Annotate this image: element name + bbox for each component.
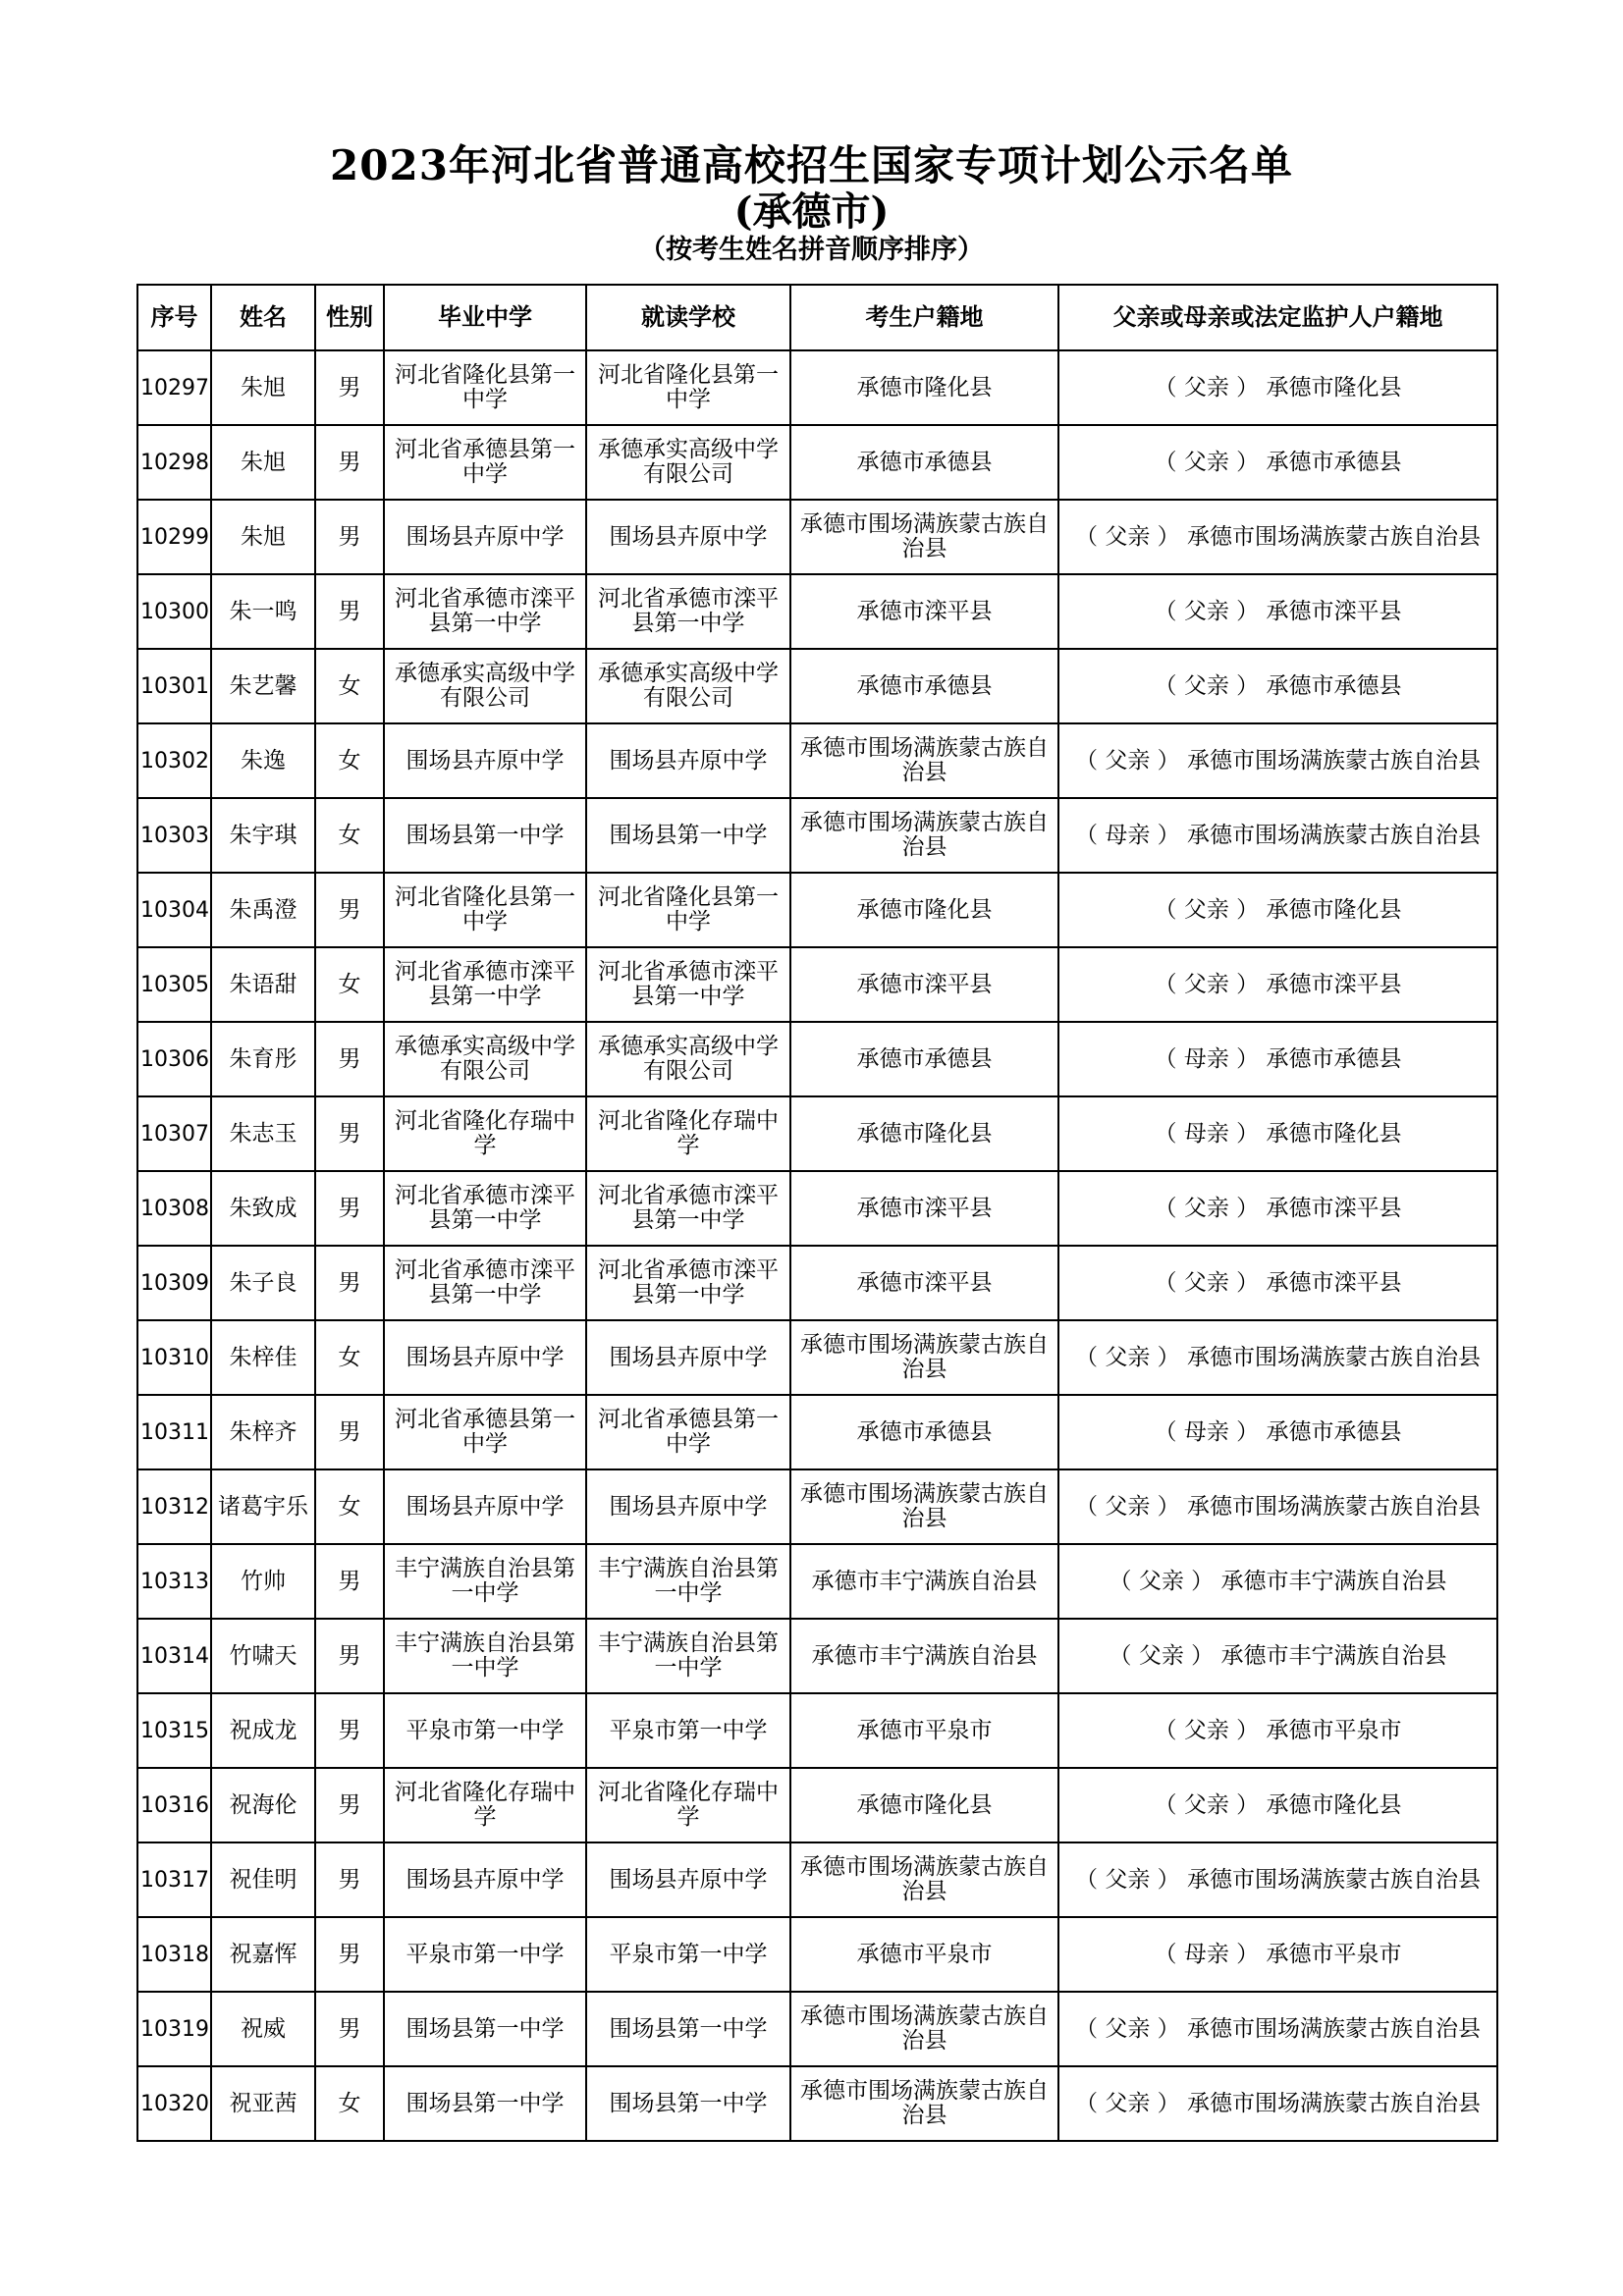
cell-graduation-school: 围场县卉原中学 [384, 723, 586, 798]
cell-gender: 女 [315, 1469, 384, 1544]
header-serial: 序号 [137, 285, 211, 350]
table-row [137, 1544, 1497, 1619]
cell-serial: 10302 [137, 723, 211, 798]
cell-serial: 10316 [137, 1768, 211, 1842]
cell-guardian-registration: （ 母亲 ） 承德市承德县 [1058, 1395, 1497, 1469]
cell-current-school: 围场县第一中学 [586, 2066, 790, 2141]
table-row [137, 947, 1497, 1022]
cell-name: 竹帅 [211, 1544, 315, 1619]
candidate-table [136, 284, 1498, 2142]
cell-graduation-school: 河北省承德县第一中学 [384, 425, 586, 500]
cell-name: 朱艺馨 [211, 649, 315, 723]
cell-guardian-registration: （ 父亲 ） 承德市围场满族蒙古族自治县 [1058, 1992, 1497, 2066]
cell-serial: 10309 [137, 1246, 211, 1320]
cell-serial: 10313 [137, 1544, 211, 1619]
cell-name: 朱梓齐 [211, 1395, 315, 1469]
cell-guardian-registration: （ 父亲 ） 承德市承德县 [1058, 649, 1497, 723]
cell-name: 祝威 [211, 1992, 315, 2066]
cell-current-school: 围场县第一中学 [586, 1992, 790, 2066]
cell-name: 朱逸 [211, 723, 315, 798]
table-row [137, 1469, 1497, 1544]
cell-name: 朱语甜 [211, 947, 315, 1022]
cell-serial: 10318 [137, 1917, 211, 1992]
cell-household-registration: 承德市平泉市 [790, 1693, 1058, 1768]
table-row [137, 1619, 1497, 1693]
cell-graduation-school: 围场县卉原中学 [384, 500, 586, 574]
cell-guardian-registration: （ 父亲 ） 承德市隆化县 [1058, 350, 1497, 425]
cell-current-school: 承德承实高级中学有限公司 [586, 425, 790, 500]
cell-guardian-registration: （ 母亲 ） 承德市平泉市 [1058, 1917, 1497, 1992]
table-row [137, 798, 1497, 873]
cell-graduation-school: 河北省隆化存瑞中学 [384, 1768, 586, 1842]
cell-gender: 男 [315, 1992, 384, 2066]
cell-graduation-school: 河北省隆化县第一中学 [384, 873, 586, 947]
cell-guardian-registration: （ 父亲 ） 承德市丰宁满族自治县 [1058, 1544, 1497, 1619]
sort-note: （按考生姓名拼音顺序排序） [639, 235, 984, 265]
cell-current-school: 河北省承德市滦平县第一中学 [586, 947, 790, 1022]
cell-household-registration: 承德市隆化县 [790, 1096, 1058, 1171]
cell-name: 朱一鸣 [211, 574, 315, 649]
cell-gender: 男 [315, 1693, 384, 1768]
cell-graduation-school: 围场县卉原中学 [384, 1469, 586, 1544]
cell-serial: 10312 [137, 1469, 211, 1544]
cell-graduation-school: 平泉市第一中学 [384, 1917, 586, 1992]
cell-current-school: 河北省隆化存瑞中学 [586, 1096, 790, 1171]
cell-current-school: 围场县第一中学 [586, 798, 790, 873]
table-header-row [137, 285, 1497, 350]
cell-serial: 10319 [137, 1992, 211, 2066]
table-row [137, 1693, 1497, 1768]
cell-serial: 10297 [137, 350, 211, 425]
cell-serial: 10307 [137, 1096, 211, 1171]
cell-gender: 男 [315, 1842, 384, 1917]
cell-guardian-registration: （ 母亲 ） 承德市承德县 [1058, 1022, 1497, 1096]
cell-gender: 男 [315, 500, 384, 574]
cell-graduation-school: 丰宁满族自治县第一中学 [384, 1619, 586, 1693]
cell-current-school: 围场县卉原中学 [586, 1469, 790, 1544]
table-row [137, 425, 1497, 500]
cell-name: 朱志玉 [211, 1096, 315, 1171]
cell-name: 朱子良 [211, 1246, 315, 1320]
cell-gender: 女 [315, 1320, 384, 1395]
cell-serial: 10311 [137, 1395, 211, 1469]
cell-graduation-school: 围场县第一中学 [384, 798, 586, 873]
table-row [137, 1768, 1497, 1842]
table-row [137, 1842, 1497, 1917]
table-row [137, 500, 1497, 574]
table-row [137, 1917, 1497, 1992]
cell-current-school: 围场县卉原中学 [586, 1842, 790, 1917]
cell-gender: 男 [315, 1246, 384, 1320]
cell-serial: 10299 [137, 500, 211, 574]
cell-serial: 10303 [137, 798, 211, 873]
cell-guardian-registration: （ 父亲 ） 承德市围场满族蒙古族自治县 [1058, 1469, 1497, 1544]
cell-current-school: 围场县卉原中学 [586, 723, 790, 798]
table-body [137, 350, 1497, 2141]
cell-gender: 男 [315, 1096, 384, 1171]
header-household-registration: 考生户籍地 [790, 285, 1058, 350]
cell-current-school: 河北省承德市滦平县第一中学 [586, 1171, 790, 1246]
cell-name: 朱旭 [211, 500, 315, 574]
cell-gender: 男 [315, 1395, 384, 1469]
table-row [137, 574, 1497, 649]
header-current-school: 就读学校 [586, 285, 790, 350]
cell-gender: 男 [315, 1619, 384, 1693]
cell-name: 朱禹澄 [211, 873, 315, 947]
cell-serial: 10317 [137, 1842, 211, 1917]
cell-current-school: 河北省承德市滦平县第一中学 [586, 1246, 790, 1320]
cell-serial: 10300 [137, 574, 211, 649]
cell-current-school: 丰宁满族自治县第一中学 [586, 1619, 790, 1693]
cell-guardian-registration: （ 父亲 ） 承德市围场满族蒙古族自治县 [1058, 1320, 1497, 1395]
table-row [137, 1246, 1497, 1320]
cell-household-registration: 承德市围场满族蒙古族自治县 [790, 2066, 1058, 2141]
cell-household-registration: 承德市丰宁满族自治县 [790, 1619, 1058, 1693]
cell-name: 朱梓佳 [211, 1320, 315, 1395]
cell-guardian-registration: （ 父亲 ） 承德市滦平县 [1058, 1246, 1497, 1320]
cell-current-school: 围场县卉原中学 [586, 500, 790, 574]
city-subtitle: (承德市) [733, 188, 890, 235]
table-row [137, 1022, 1497, 1096]
cell-household-registration: 承德市围场满族蒙古族自治县 [790, 1320, 1058, 1395]
cell-name: 朱旭 [211, 350, 315, 425]
cell-serial: 10315 [137, 1693, 211, 1768]
cell-current-school: 承德承实高级中学有限公司 [586, 649, 790, 723]
cell-guardian-registration: （ 父亲 ） 承德市隆化县 [1058, 873, 1497, 947]
cell-gender: 男 [315, 425, 384, 500]
cell-serial: 10305 [137, 947, 211, 1022]
cell-graduation-school: 围场县卉原中学 [384, 1320, 586, 1395]
cell-household-registration: 承德市承德县 [790, 425, 1058, 500]
cell-current-school: 丰宁满族自治县第一中学 [586, 1544, 790, 1619]
cell-household-registration: 承德市滦平县 [790, 1246, 1058, 1320]
table-row [137, 1992, 1497, 2066]
cell-graduation-school: 河北省承德县第一中学 [384, 1395, 586, 1469]
header-graduation-school: 毕业中学 [384, 285, 586, 350]
cell-graduation-school: 河北省承德市滦平县第一中学 [384, 1171, 586, 1246]
cell-gender: 女 [315, 2066, 384, 2141]
cell-name: 祝亚茜 [211, 2066, 315, 2141]
cell-gender: 女 [315, 649, 384, 723]
cell-serial: 10310 [137, 1320, 211, 1395]
cell-household-registration: 承德市丰宁满族自治县 [790, 1544, 1058, 1619]
header-gender: 性别 [315, 285, 384, 350]
cell-guardian-registration: （ 父亲 ） 承德市围场满族蒙古族自治县 [1058, 1842, 1497, 1917]
cell-household-registration: 承德市承德县 [790, 1395, 1058, 1469]
cell-guardian-registration: （ 父亲 ） 承德市隆化县 [1058, 1768, 1497, 1842]
cell-household-registration: 承德市承德县 [790, 649, 1058, 723]
table-row [137, 1395, 1497, 1469]
cell-household-registration: 承德市围场满族蒙古族自治县 [790, 1992, 1058, 2066]
cell-household-registration: 承德市滦平县 [790, 1171, 1058, 1246]
cell-gender: 男 [315, 1171, 384, 1246]
cell-guardian-registration: （ 父亲 ） 承德市围场满族蒙古族自治县 [1058, 2066, 1497, 2141]
cell-household-registration: 承德市平泉市 [790, 1917, 1058, 1992]
cell-household-registration: 承德市围场满族蒙古族自治县 [790, 1469, 1058, 1544]
cell-gender: 男 [315, 350, 384, 425]
cell-guardian-registration: （ 母亲 ） 承德市隆化县 [1058, 1096, 1497, 1171]
cell-name: 朱致成 [211, 1171, 315, 1246]
cell-serial: 10298 [137, 425, 211, 500]
cell-guardian-registration: （ 父亲 ） 承德市滦平县 [1058, 574, 1497, 649]
header-guardian-registration: 父亲或母亲或法定监护人户籍地 [1058, 285, 1497, 350]
cell-gender: 女 [315, 723, 384, 798]
cell-guardian-registration: （ 父亲 ） 承德市围场满族蒙古族自治县 [1058, 723, 1497, 798]
cell-name: 朱宇琪 [211, 798, 315, 873]
cell-name: 朱育彤 [211, 1022, 315, 1096]
table-row [137, 649, 1497, 723]
cell-graduation-school: 围场县第一中学 [384, 1992, 586, 2066]
cell-household-registration: 承德市围场满族蒙古族自治县 [790, 1842, 1058, 1917]
cell-guardian-registration: （ 母亲 ） 承德市围场满族蒙古族自治县 [1058, 798, 1497, 873]
cell-current-school: 平泉市第一中学 [586, 1917, 790, 1992]
cell-current-school: 平泉市第一中学 [586, 1693, 790, 1768]
cell-current-school: 河北省承德市滦平县第一中学 [586, 574, 790, 649]
cell-household-registration: 承德市隆化县 [790, 350, 1058, 425]
cell-serial: 10314 [137, 1619, 211, 1693]
cell-serial: 10308 [137, 1171, 211, 1246]
cell-guardian-registration: （ 父亲 ） 承德市承德县 [1058, 425, 1497, 500]
cell-guardian-registration: （ 父亲 ） 承德市平泉市 [1058, 1693, 1497, 1768]
table-row [137, 1320, 1497, 1395]
cell-name: 祝成龙 [211, 1693, 315, 1768]
cell-name: 竹啸天 [211, 1619, 315, 1693]
cell-graduation-school: 丰宁满族自治县第一中学 [384, 1544, 586, 1619]
cell-graduation-school: 平泉市第一中学 [384, 1693, 586, 1768]
cell-gender: 男 [315, 1917, 384, 1992]
cell-current-school: 河北省隆化县第一中学 [586, 873, 790, 947]
cell-guardian-registration: （ 父亲 ） 承德市滦平县 [1058, 947, 1497, 1022]
cell-current-school: 河北省承德县第一中学 [586, 1395, 790, 1469]
cell-graduation-school: 围场县第一中学 [384, 2066, 586, 2141]
cell-household-registration: 承德市滦平县 [790, 574, 1058, 649]
cell-household-registration: 承德市围场满族蒙古族自治县 [790, 798, 1058, 873]
cell-gender: 男 [315, 1768, 384, 1842]
table-row [137, 873, 1497, 947]
cell-gender: 女 [315, 798, 384, 873]
cell-graduation-school: 河北省隆化存瑞中学 [384, 1096, 586, 1171]
cell-serial: 10301 [137, 649, 211, 723]
cell-gender: 女 [315, 947, 384, 1022]
cell-graduation-school: 围场县卉原中学 [384, 1842, 586, 1917]
cell-current-school: 承德承实高级中学有限公司 [586, 1022, 790, 1096]
cell-household-registration: 承德市承德县 [790, 1022, 1058, 1096]
cell-name: 祝嘉恽 [211, 1917, 315, 1992]
cell-household-registration: 承德市围场满族蒙古族自治县 [790, 500, 1058, 574]
header-name: 姓名 [211, 285, 315, 350]
cell-name: 诸葛宇乐 [211, 1469, 315, 1544]
cell-serial: 10320 [137, 2066, 211, 2141]
table-row [137, 723, 1497, 798]
cell-gender: 男 [315, 1022, 384, 1096]
cell-name: 朱旭 [211, 425, 315, 500]
cell-household-registration: 承德市围场满族蒙古族自治县 [790, 723, 1058, 798]
cell-household-registration: 承德市隆化县 [790, 1768, 1058, 1842]
cell-graduation-school: 承德承实高级中学有限公司 [384, 1022, 586, 1096]
cell-guardian-registration: （ 父亲 ） 承德市围场满族蒙古族自治县 [1058, 500, 1497, 574]
cell-guardian-registration: （ 父亲 ） 承德市滦平县 [1058, 1171, 1497, 1246]
cell-graduation-school: 河北省承德市滦平县第一中学 [384, 1246, 586, 1320]
cell-guardian-registration: （ 父亲 ） 承德市丰宁满族自治县 [1058, 1619, 1497, 1693]
cell-gender: 男 [315, 574, 384, 649]
cell-graduation-school: 河北省承德市滦平县第一中学 [384, 574, 586, 649]
table-row [137, 350, 1497, 425]
cell-graduation-school: 河北省隆化县第一中学 [384, 350, 586, 425]
cell-graduation-school: 河北省承德市滦平县第一中学 [384, 947, 586, 1022]
cell-household-registration: 承德市隆化县 [790, 873, 1058, 947]
cell-serial: 10304 [137, 873, 211, 947]
cell-name: 祝海伦 [211, 1768, 315, 1842]
cell-household-registration: 承德市滦平县 [790, 947, 1058, 1022]
cell-current-school: 围场县卉原中学 [586, 1320, 790, 1395]
cell-serial: 10306 [137, 1022, 211, 1096]
page-title: 2023年河北省普通高校招生国家专项计划公示名单 [330, 141, 1293, 189]
table-row [137, 2066, 1497, 2141]
cell-gender: 男 [315, 873, 384, 947]
cell-gender: 男 [315, 1544, 384, 1619]
cell-graduation-school: 承德承实高级中学有限公司 [384, 649, 586, 723]
table-row [137, 1171, 1497, 1246]
table-row [137, 1096, 1497, 1171]
cell-current-school: 河北省隆化县第一中学 [586, 350, 790, 425]
cell-name: 祝佳明 [211, 1842, 315, 1917]
cell-current-school: 河北省隆化存瑞中学 [586, 1768, 790, 1842]
